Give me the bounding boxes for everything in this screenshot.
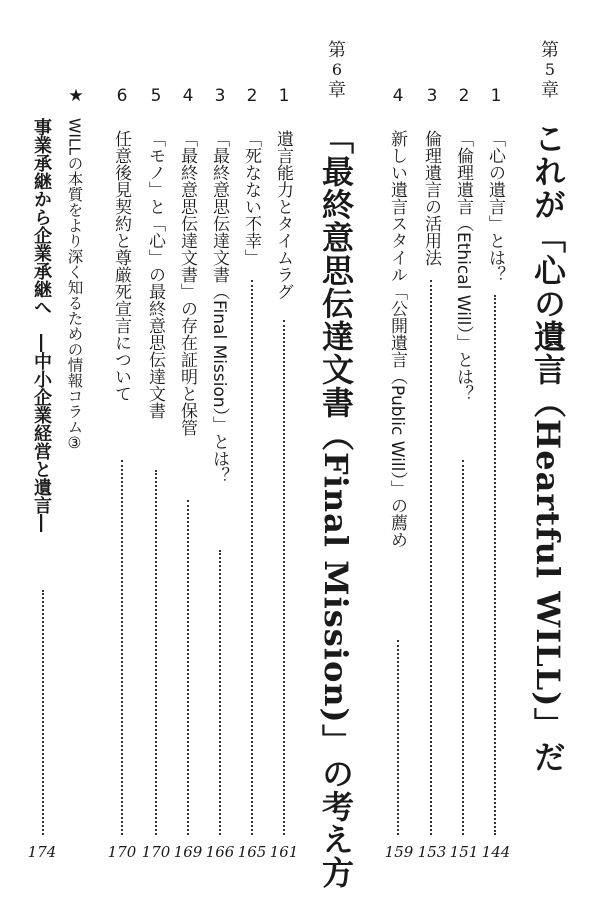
entry-number: 5	[150, 86, 162, 106]
entry-number: 1	[278, 86, 290, 106]
toc-entry-ch6-4[interactable]: 「最終意思伝達文書」の存在証明と保管	[177, 130, 197, 436]
column-subtitle[interactable]: 事業承継から企業承継へ ―中小企業経営と遺言―	[31, 118, 52, 532]
page-number: 144	[481, 843, 511, 861]
chapter-6-label	[322, 42, 352, 102]
page-number: 161	[269, 843, 299, 861]
page-number: 153	[417, 843, 447, 861]
page-number: 165	[237, 843, 267, 861]
entry-number: 2	[458, 86, 470, 106]
toc-entry-ch6-5[interactable]: 「モノ」と「心」の最終意思伝達文書	[145, 130, 165, 419]
chapter-number: 5	[544, 60, 556, 79]
column-heading[interactable]: WILLの本質をより深く知るための情報コラム③	[65, 118, 84, 453]
dot-leader	[219, 550, 221, 835]
dot-leader	[155, 470, 157, 835]
entry-number: 4	[182, 86, 194, 106]
page-number: 170	[141, 843, 171, 861]
page-number: 159	[384, 843, 414, 861]
dot-leader	[397, 640, 399, 835]
chapter-number: 6	[331, 60, 343, 79]
dot-leader	[251, 280, 253, 835]
toc-entry-ch6-2[interactable]: 「死なない不幸」	[241, 130, 261, 266]
chapter-5-label	[535, 42, 565, 102]
page-number: 151	[449, 843, 479, 861]
chapter-5-title: これが「心の遺言（Heartful WILL)」だ	[529, 122, 567, 774]
chapter-sho: 章	[328, 80, 346, 101]
page-number: 170	[107, 843, 137, 861]
entry-number: 1	[490, 86, 502, 106]
chapter-dai: 第	[541, 40, 559, 61]
dot-leader	[283, 320, 285, 835]
toc-entry-ch5-3[interactable]: 倫理遺言の活用法	[421, 130, 441, 266]
dot-leader	[121, 460, 123, 835]
entry-number: 6	[116, 86, 128, 106]
chapter-6-title: 「最終意思伝達文書（Final Mission)」の考え方	[317, 122, 355, 889]
entry-number: 3	[214, 86, 226, 106]
dot-leader	[42, 590, 44, 835]
entry-number: 3	[426, 86, 438, 106]
chapter-dai: 第	[328, 40, 346, 61]
star-icon: ★	[68, 86, 84, 106]
toc-entry-ch5-4[interactable]: 新しい遺言スタイル「公開遺言（Public Will）」の薦め	[387, 130, 407, 548]
dot-leader	[494, 295, 496, 835]
toc-entry-ch6-3[interactable]: 「最終意思伝達文書（Final Mission）」とは？	[209, 130, 229, 485]
toc-entry-ch5-1[interactable]: 「心の遺言」とは？	[485, 130, 505, 283]
toc-entry-ch6-1[interactable]: 遺言能力とタイムラグ	[273, 130, 293, 300]
entry-number: 4	[392, 86, 404, 106]
dot-leader	[187, 500, 189, 835]
toc-entry-ch6-6[interactable]: 任意後見契約と尊厳死宣言について	[111, 130, 131, 402]
chapter-sho: 章	[541, 80, 559, 101]
page-number: 169	[173, 843, 203, 861]
entry-number: 2	[246, 86, 258, 106]
dot-leader	[462, 460, 464, 835]
page-number: 166	[205, 843, 235, 861]
dot-leader	[430, 280, 432, 835]
page-number: 174	[27, 843, 57, 861]
toc-entry-ch5-2[interactable]: 「倫理遺言（Ethical Will）」とは？	[453, 130, 473, 402]
